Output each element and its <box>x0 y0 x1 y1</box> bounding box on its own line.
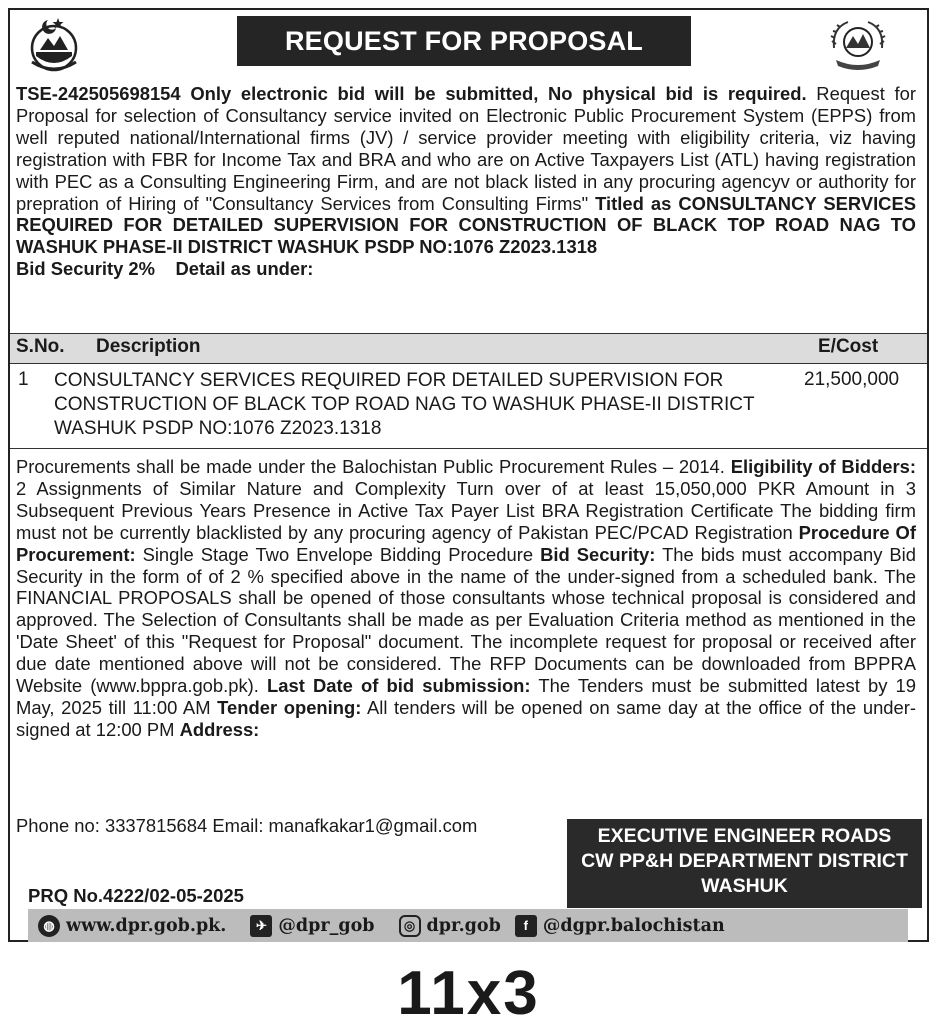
footer-instagram[interactable]: dpr.gob <box>426 915 501 936</box>
rules-text: Procurements shall be made under the Balochistan Public Procurement Rules – 2014. <box>16 456 731 477</box>
footer-facebook[interactable]: @dgpr.balochistan <box>542 915 725 936</box>
office-line-3: WASHUK <box>701 875 788 897</box>
footer-website[interactable]: www.dpr.gob.pk. <box>66 915 227 936</box>
footer-twitter[interactable]: @dpr_gob <box>278 915 375 936</box>
contact-line: Phone no: 3337815684 Email: manafkakar1@gmail.com <box>16 815 478 836</box>
titled-label: Titled as <box>595 192 672 214</box>
instagram-icon: ◎ <box>399 915 421 937</box>
column-header-cost: E/Cost <box>818 336 879 357</box>
facebook-icon: f <box>515 915 537 937</box>
footer-bar <box>28 909 908 942</box>
table-cell-sno: 1 <box>18 369 29 390</box>
opening-text: All tenders will be opened on same day at the office of the under-signed at 12:00 PM <box>16 696 916 740</box>
eligibility-text: 2 Assignments of Similar Nature and Complexity Turn over of at least 15,050,000 PKR Amount in 3 Subsequent Previous Years Presence in Active Tax Payer List BRA Registration Certificate The bidding firm must not be currently blacklisted by any procuring agency of Pakistan PEC/PCAD Registration <box>16 477 916 543</box>
document-title: REQUEST FOR PROPOSAL <box>237 16 691 66</box>
conditions-paragraph <box>16 456 916 741</box>
office-line-1: EXECUTIVE ENGINEER ROADS <box>597 825 892 847</box>
detail-label: Detail as under: <box>175 258 314 280</box>
last-date-text: The Tenders must be submitted latest by 19 May, 2025 till 11:00 AM <box>16 675 916 718</box>
security-text: The bids must accompany Bid Security in the form of of 2 % specified above in the name of the under-signed from a scheduled bank. The FINANCIAL PROPOSALS shall be opened of those consultants whose technical proposal is considered and approved. The Selection of Consultants shall be made as per Evaluation Criteria method as mentioned in the 'Date Sheet' of this "Request for Proposal" document. The incomplete request for proposal or received after due date mentioned above will not be considered. The RFP Documents can be downloaded from BPPRA Website (www.bppra.gob.pk). <box>16 543 916 697</box>
table-cell-cost: 21,500,000 <box>804 369 900 390</box>
opening-label: Tender opening: <box>217 696 362 718</box>
department-seal-logo <box>826 14 890 78</box>
project-title: CONSULTANCY SERVICES REQUIRED FOR DETAILED SUPERVISION FOR CONSTRUCTION OF BLACK TOP ROAD NAG TO WASHUK PHASE-II DISTRICT WASHUK PSDP NO:1076 Z2023.1318 <box>16 192 916 258</box>
bid-security-note: Bid Security 2% <box>16 258 155 280</box>
twitter-icon: ✈ <box>250 915 272 937</box>
prq-number: PRQ No.4222/02-05-2025 <box>28 885 244 906</box>
table-cell-description: CONSULTANCY SERVICES REQUIRED FOR DETAILED SUPERVISION FOR CONSTRUCTION OF BLACK TOP ROAD NAG TO WASHUK PHASE-II DISTRICT WASHUK PSDP NO:1076 Z2023.1318 <box>54 370 755 439</box>
intro-paragraph <box>16 83 916 280</box>
tender-reference: TSE-242505698154 Only electronic bid will be submitted, No physical bid is required. <box>16 83 807 104</box>
office-line-2: CW PP&H DEPARTMENT DISTRICT <box>581 850 908 872</box>
column-header-sno: S.No. <box>16 336 65 357</box>
last-date-label: Last Date of bid submission: <box>267 675 531 697</box>
column-header-description: Description <box>96 336 201 357</box>
government-emblem-logo <box>22 12 86 76</box>
eligibility-label: Eligibility of Bidders: <box>730 456 917 477</box>
procedure-text: Single Stage Two Envelope Bidding Procedure <box>135 543 541 565</box>
intro-body: Request for Proposal for selection of Consultancy service invited on Electronic Public Procurement System (EPPS) from well reputed national/International firms (JV) / service provider meeting with eligibility criteria, viz having registration with FBR for Income Tax and BRA and who are on Active Taxpayers List (ATL) having registration with PEC as a Consulting Engineering Firm, and are not black listed in any procuring agencyv or authority for prepration of Hiring of "Consultancy Services from Consulting Firms" <box>16 83 916 214</box>
procedure-label: Procedure Of Procurement: <box>16 521 916 565</box>
ad-size-label: 11x3 <box>397 959 540 1028</box>
globe-icon: ◍ <box>38 915 60 937</box>
table-divider <box>10 448 927 449</box>
office-address-box <box>567 819 922 908</box>
security-label: Bid Security: <box>540 543 656 565</box>
address-label: Address: <box>179 718 260 740</box>
